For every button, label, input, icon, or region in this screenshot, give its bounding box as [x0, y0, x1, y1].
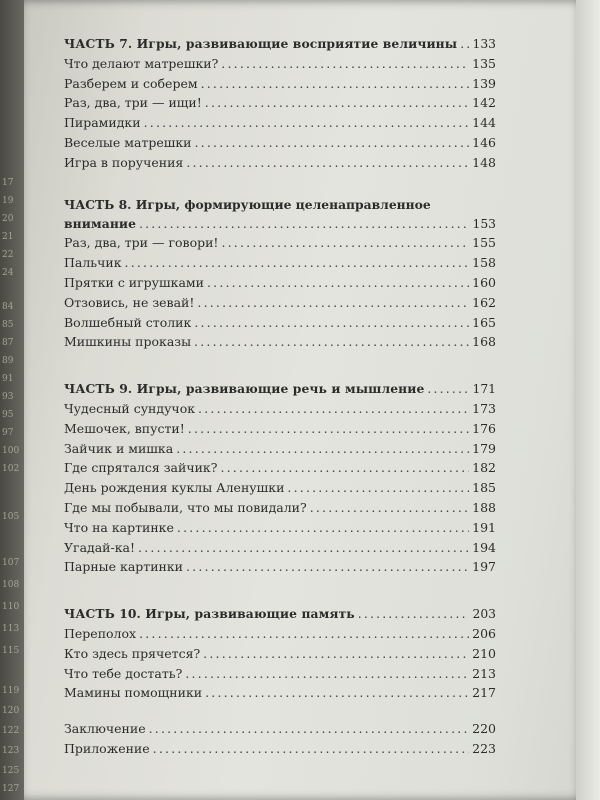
page-number: 171 [472, 382, 496, 397]
section-title-text: ЧАСТЬ 7. Игры, развивающие восприятие величины [64, 36, 458, 51]
toc-entry [64, 133, 496, 153]
page-number: 165 [472, 314, 496, 330]
toc-entry [64, 74, 496, 94]
entry-title: Приложение [64, 740, 150, 756]
page-number: 210 [472, 645, 496, 661]
page-number: 206 [472, 625, 496, 641]
dot-leader [460, 35, 469, 55]
section-title-text: внимание [64, 215, 137, 231]
entry-title: Мамины помощники [64, 685, 203, 701]
margin-number: 21 [2, 232, 14, 242]
toc-entry [64, 557, 496, 577]
table-of-contents [64, 34, 496, 759]
margin-number: 108 [2, 580, 20, 590]
dot-leader [203, 644, 469, 664]
toc-entry [64, 719, 496, 739]
margin-number: 17 [2, 178, 14, 188]
toc-entry [64, 113, 496, 133]
margin-number: 100 [2, 446, 20, 456]
entry-title: Пирамидки [64, 115, 141, 131]
toc-section-part-9 [64, 379, 496, 577]
toc-section-title [64, 214, 496, 234]
toc-back-matter [64, 719, 496, 759]
right-page-edge [576, 0, 600, 800]
page-number: 220 [472, 721, 496, 737]
page-number: 160 [472, 274, 496, 290]
toc-section-title [64, 34, 496, 54]
margin-number: 105 [2, 512, 20, 522]
margin-number: 84 [2, 302, 14, 312]
entry-title: Отзовись, не зевай! [64, 294, 195, 310]
page-number: 133 [472, 37, 496, 51]
entry-title: Раз, два, три — говори! [64, 235, 219, 251]
margin-number: 107 [2, 558, 20, 568]
entry-title: Разберем и соберем [64, 75, 198, 91]
entry-title: Переполох [64, 625, 137, 641]
entry-title: Парные картинки [64, 559, 183, 575]
toc-entry [64, 458, 496, 478]
section-title-text: ЧАСТЬ 10. Игры, развивающие память [64, 606, 355, 622]
margin-number: 87 [2, 338, 14, 348]
dot-leader [153, 739, 469, 759]
entry-title: Игра в поручения [64, 154, 184, 170]
margin-number: 122 [2, 726, 20, 736]
margin-number: 120 [2, 706, 20, 716]
entry-title: Веселые матрешки [64, 134, 192, 150]
toc-entry [64, 478, 496, 498]
dot-leader [205, 683, 469, 703]
margin-number: 115 [2, 646, 20, 656]
page-number: 168 [472, 334, 496, 350]
page-number: 182 [472, 460, 496, 476]
entry-title: Где мы побывали, что мы повидали? [64, 499, 307, 515]
entry-title: Что тебе достать? [64, 665, 183, 681]
margin-number: 19 [2, 196, 14, 206]
dot-leader [195, 133, 470, 153]
page-number: 179 [472, 440, 496, 456]
page-number: 176 [472, 420, 496, 436]
dot-leader [186, 557, 469, 577]
section-title-text: ЧАСТЬ 8. Игры, формирующие целенаправленное [64, 196, 431, 212]
page-number: 203 [472, 607, 496, 622]
page-number: 217 [472, 685, 496, 701]
toc-entry [64, 253, 496, 273]
entry-title: Волшебный столик [64, 314, 192, 330]
toc-entry [64, 518, 496, 538]
toc-section-title [64, 379, 496, 399]
dot-leader [287, 478, 469, 498]
page-number: 142 [472, 95, 496, 111]
toc-entry [64, 313, 496, 333]
margin-number: 110 [2, 602, 20, 612]
margin-number: 22 [2, 250, 14, 260]
page-number: 223 [472, 740, 496, 756]
dot-leader [427, 380, 469, 400]
entry-title: Чудесный сундучок [64, 400, 196, 416]
toc-section-part-10 [64, 604, 496, 703]
margin-number: 97 [2, 428, 14, 438]
page-number: 191 [472, 519, 496, 535]
page-number: 153 [472, 216, 496, 231]
dot-leader [205, 93, 469, 113]
toc-entry [64, 538, 496, 558]
dot-leader [177, 518, 469, 538]
dot-leader [194, 313, 469, 333]
page-number: 185 [472, 480, 496, 496]
margin-number: 89 [2, 356, 14, 366]
toc-entry [64, 293, 496, 313]
toc-entry [64, 624, 496, 644]
toc-section-part-8 [64, 196, 496, 353]
dot-leader [144, 113, 469, 133]
page-number: 213 [472, 665, 496, 681]
dot-leader [358, 605, 469, 625]
page-number: 158 [472, 255, 496, 271]
entry-title: Заключение [64, 721, 146, 737]
entry-title: Кто здесь прячется? [64, 645, 201, 661]
entry-title: Где спрятался зайчик? [64, 460, 218, 476]
entry-title: Зайчик и мишка [64, 440, 174, 456]
dot-leader [138, 538, 469, 558]
dot-leader [221, 54, 469, 74]
toc-section-part-7 [64, 34, 496, 173]
dot-leader [188, 419, 469, 439]
dot-leader [139, 624, 469, 644]
toc-entry [64, 273, 496, 293]
dot-leader [201, 74, 469, 94]
entry-title: Что делают матрешки? [64, 55, 219, 71]
entry-title: Что на картинке [64, 519, 174, 535]
margin-number: 85 [2, 320, 14, 330]
page-number: 155 [472, 235, 496, 251]
toc-entry [64, 498, 496, 518]
margin-number: 93 [2, 392, 14, 402]
dot-leader [125, 253, 469, 273]
page-number: 135 [472, 55, 496, 71]
margin-number: 125 [2, 766, 20, 776]
toc-entry [64, 399, 496, 419]
toc-entry [64, 233, 496, 253]
margin-number: 127 [2, 784, 20, 794]
page-number: 148 [472, 154, 496, 170]
margin-number: 119 [2, 686, 20, 696]
entry-title: Мишкины проказы [64, 334, 192, 350]
toc-entry [64, 153, 496, 173]
entry-title: Прятки с игрушками [64, 274, 204, 290]
dot-leader [139, 215, 469, 235]
dot-leader [198, 399, 469, 419]
page-number: 197 [472, 559, 496, 575]
margin-number: 113 [2, 624, 20, 634]
margin-number: 24 [2, 268, 14, 278]
dot-leader [220, 458, 469, 478]
margin-number: 20 [2, 214, 14, 224]
page-number: 139 [472, 75, 496, 91]
margin-number: 102 [2, 464, 20, 474]
page-number: 162 [472, 294, 496, 310]
dot-leader [149, 719, 469, 739]
dot-leader [197, 293, 469, 313]
page-number: 146 [472, 134, 496, 150]
dot-leader [194, 332, 469, 352]
toc-entry [64, 439, 496, 459]
entry-title: Мешочек, впусти! [64, 420, 185, 436]
dot-leader [176, 439, 469, 459]
page-number: 194 [472, 539, 496, 555]
entry-title: Пальчик [64, 255, 122, 271]
entry-title: День рождения куклы Аленушки [64, 480, 285, 496]
dot-leader [221, 233, 469, 253]
page-number: 144 [472, 115, 496, 131]
dot-leader [207, 273, 469, 293]
toc-entry [64, 54, 496, 74]
section-title-text: ЧАСТЬ 9. Игры, развивающие речь и мышление [64, 381, 425, 397]
dot-leader [186, 153, 469, 173]
margin-number: 95 [2, 410, 14, 420]
page-number: 188 [472, 499, 496, 515]
toc-entry [64, 664, 496, 684]
margin-number: 123 [2, 746, 20, 756]
entry-title: Угадай-ка! [64, 539, 136, 555]
toc-entry [64, 683, 496, 703]
toc-entry [64, 739, 496, 759]
toc-entry [64, 419, 496, 439]
margin-number: 91 [2, 374, 14, 384]
entry-title: Раз, два, три — ищи! [64, 95, 202, 111]
toc-entry [64, 644, 496, 664]
toc-section-title [64, 604, 496, 624]
left-page-numbers [0, 0, 26, 800]
page-number: 173 [472, 400, 496, 416]
toc-entry [64, 93, 496, 113]
toc-entry [64, 332, 496, 352]
dot-leader [310, 498, 469, 518]
dot-leader [185, 664, 469, 684]
